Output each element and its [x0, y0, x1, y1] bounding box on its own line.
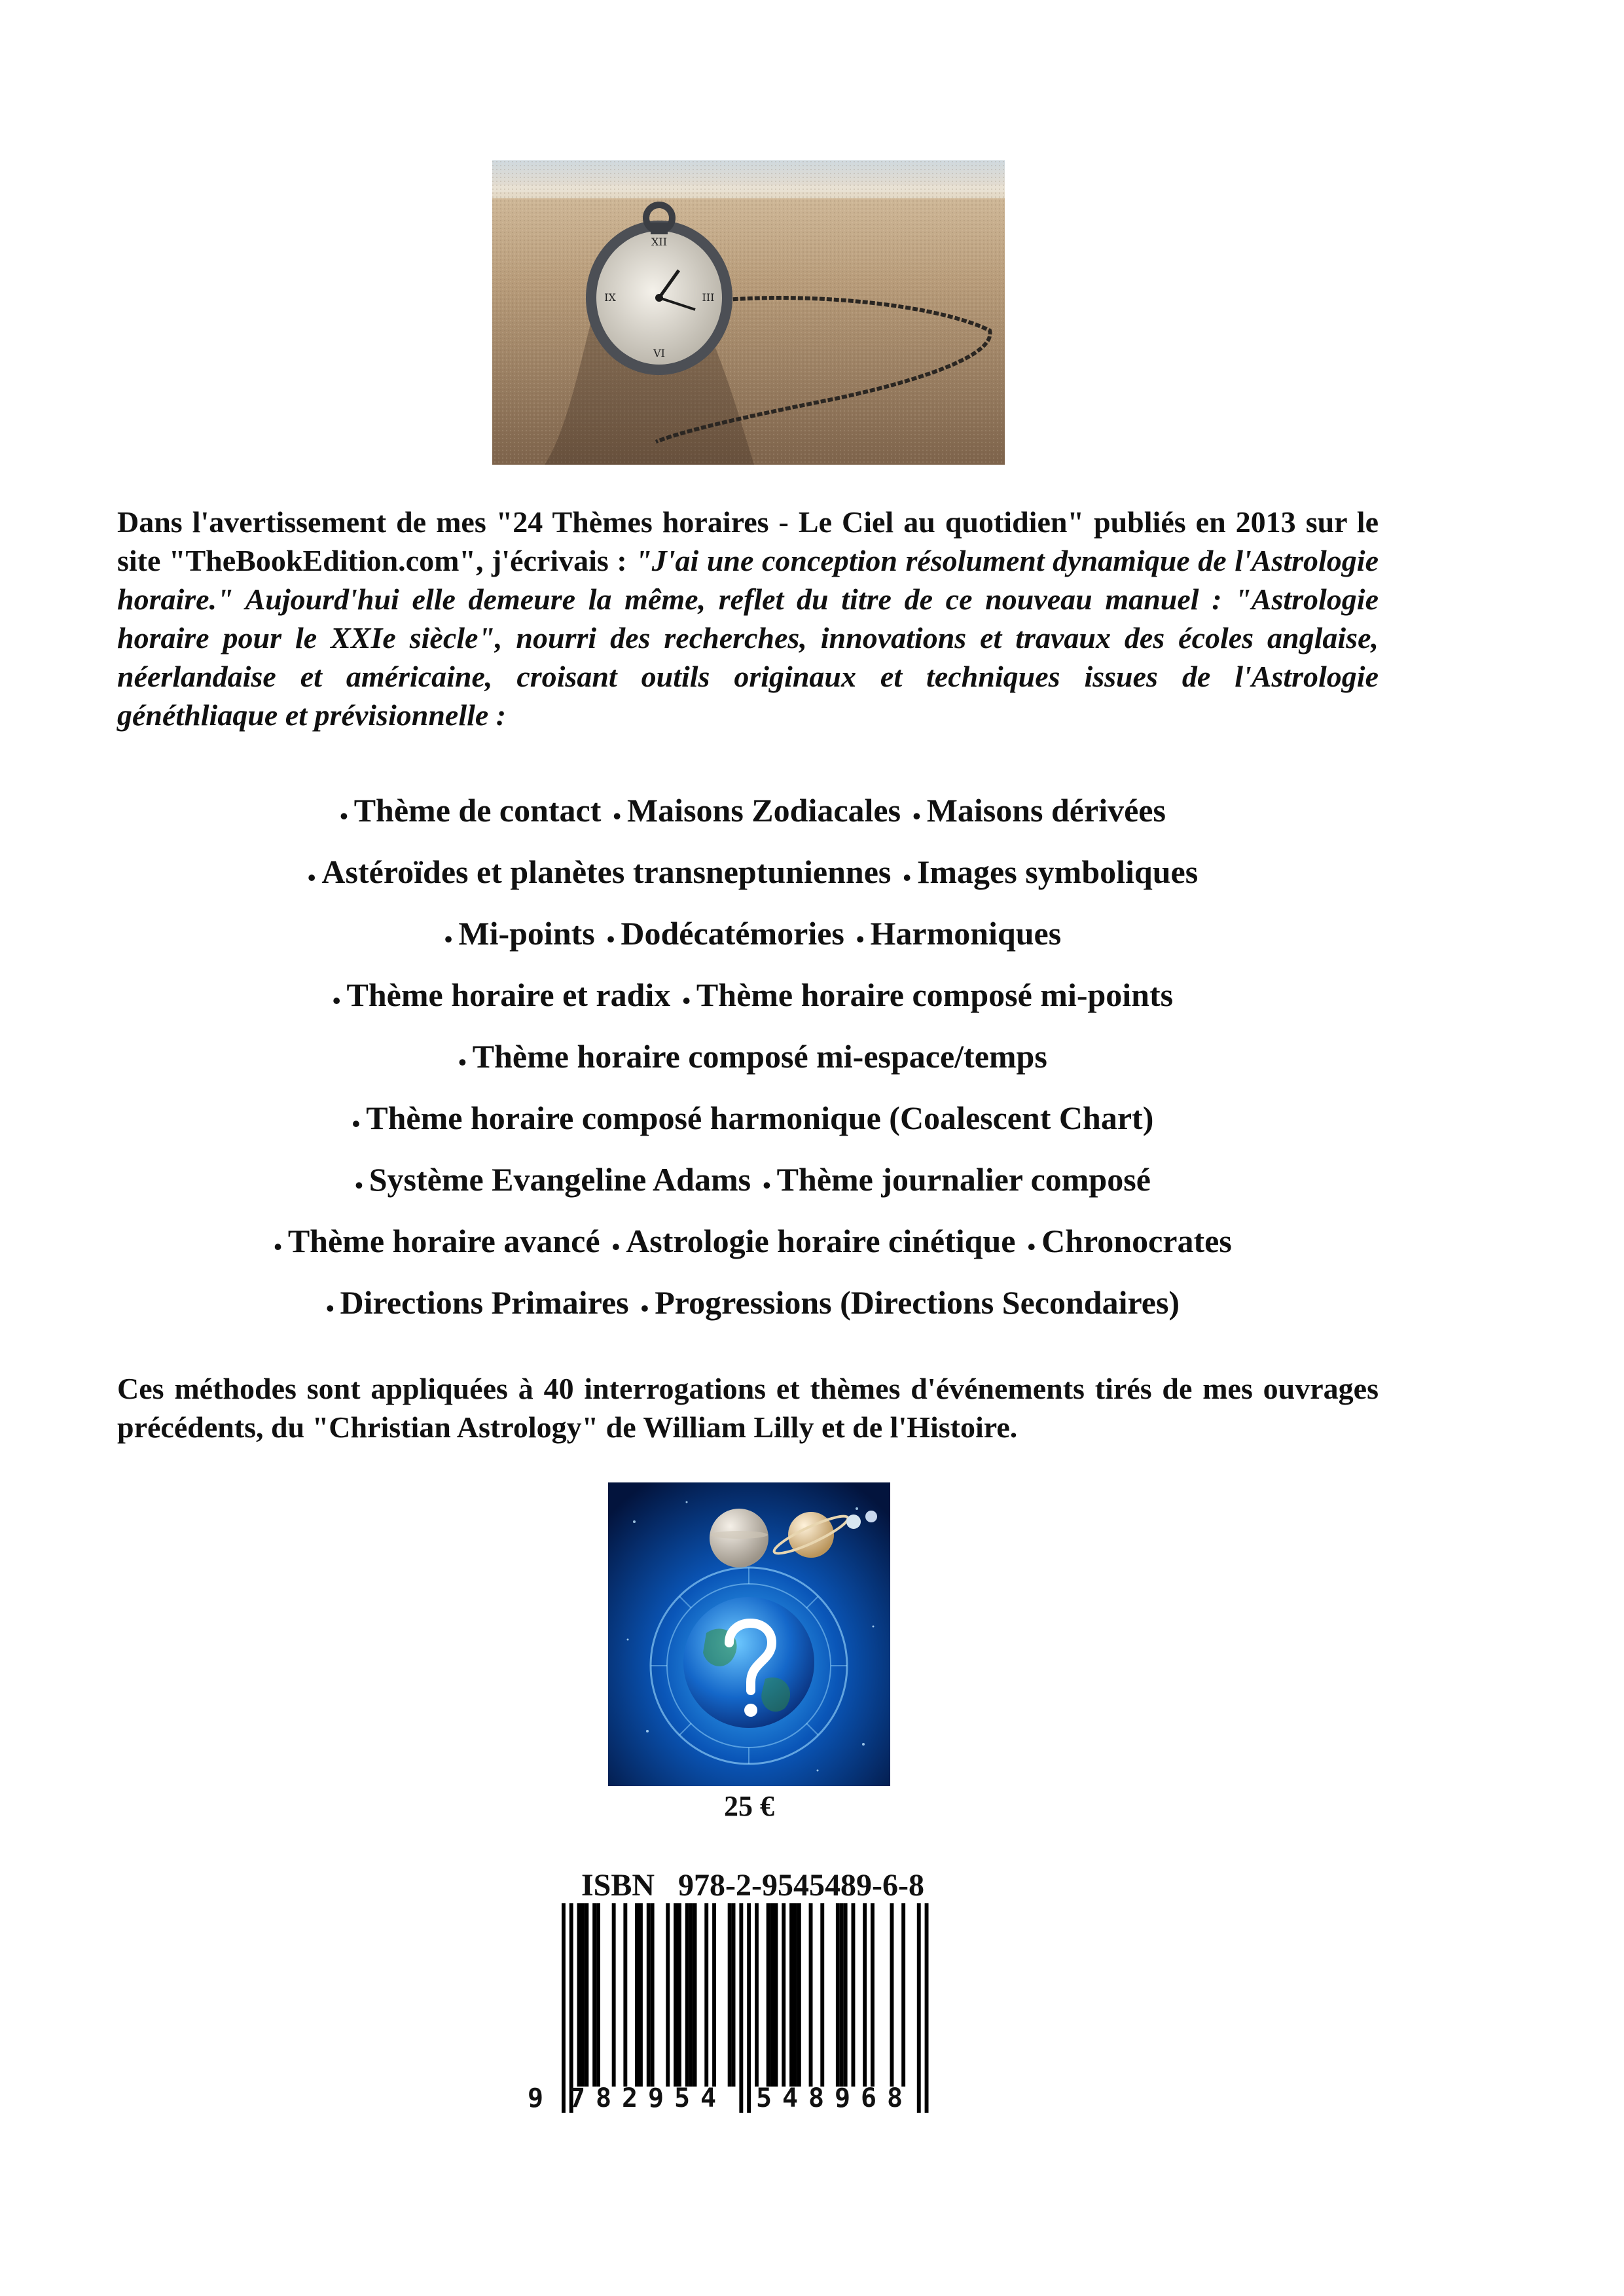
barcode-bar — [732, 1903, 736, 2087]
barcode-bar — [585, 1903, 588, 2087]
svg-text:XII: XII — [651, 236, 668, 248]
isbn-label: ISBN 978-2-9545489-6-8 — [581, 1868, 924, 1903]
barcode-bar — [592, 1903, 596, 2087]
method-item: • Maisons Zodiacales — [613, 792, 901, 829]
barcode-digit: 6 — [861, 2083, 877, 2113]
barcode-digit: 9 — [528, 2083, 544, 2113]
barcode-bar — [774, 1903, 778, 2087]
barcode-bar — [704, 1903, 708, 2087]
barcode-bar — [674, 1903, 677, 2087]
pocket-watch-photo — [492, 160, 1005, 465]
method-item: • Thème horaire composé harmonique (Coalescent Chart) — [352, 1100, 1154, 1136]
method-item: • Images symboliques — [903, 853, 1198, 890]
barcode-bar — [677, 1903, 681, 2087]
barcode-bar — [789, 1903, 793, 2087]
barcode-digit: 8 — [808, 2083, 825, 2113]
methods-line — [98, 1221, 1407, 1283]
methods-line — [98, 975, 1407, 1037]
barcode-bar — [770, 1903, 774, 2087]
barcode-bar — [852, 1903, 856, 2087]
method-item: • Dodécatémories — [607, 915, 844, 952]
barcode-bar — [639, 1903, 643, 2087]
barcode-bar — [782, 1903, 785, 2087]
methods-line — [98, 914, 1407, 975]
methods-list — [98, 791, 1407, 1344]
method-item: • Système Evangeline Adams — [355, 1161, 751, 1198]
barcode-bar — [635, 1903, 639, 2087]
barcode-bar — [581, 1903, 585, 2087]
methods-line — [98, 791, 1407, 852]
svg-text:VI: VI — [653, 347, 665, 359]
methods-line — [98, 1098, 1407, 1160]
method-item: • Thème horaire composé mi-espace/temps — [458, 1038, 1047, 1075]
intro-paragraph — [117, 503, 1379, 734]
barcode-digit: 4 — [782, 2083, 799, 2113]
barcode-digit: 4 — [700, 2083, 717, 2113]
barcode-bar — [712, 1903, 716, 2087]
barcode-bar — [747, 1903, 751, 2113]
barcode-digit: 9 — [648, 2083, 664, 2113]
methods-line — [98, 1160, 1407, 1221]
barcode-digit: 7 — [569, 2083, 586, 2113]
barcode-bar — [890, 1903, 894, 2087]
barcode-bar — [809, 1903, 813, 2087]
svg-text:IX: IX — [604, 291, 616, 304]
barcode-digit: 8 — [887, 2083, 903, 2113]
method-item: • Maisons dérivées — [912, 792, 1166, 829]
method-item: • Directions Primaires — [326, 1284, 629, 1321]
method-item: • Mi-points — [444, 915, 595, 952]
barcode-digit: 8 — [596, 2083, 612, 2113]
barcode-bar — [689, 1903, 693, 2087]
barcode-digit: 5 — [756, 2083, 772, 2113]
barcode-bar — [797, 1903, 801, 2087]
barcode-bar — [863, 1903, 867, 2087]
barcode-bar — [728, 1903, 732, 2087]
method-item: • Thème horaire et radix — [333, 977, 670, 1013]
barcode-bar — [693, 1903, 697, 2087]
barcode-bar — [651, 1903, 655, 2087]
barcode-bar — [623, 1903, 627, 2087]
barcode-bar — [901, 1903, 905, 2087]
barcode-bar — [577, 1903, 581, 2087]
barcode-bar — [562, 1903, 566, 2113]
method-item: • Thème horaire composé mi-points — [682, 977, 1173, 1013]
barcode-bar — [685, 1903, 689, 2087]
method-item: • Harmoniques — [856, 915, 1061, 952]
barcode-bar — [840, 1903, 844, 2087]
barcode-bar — [917, 1903, 921, 2113]
barcode-bar — [925, 1903, 929, 2113]
barcode-bar — [844, 1903, 848, 2087]
zodiac-globe-image — [608, 1482, 890, 1786]
svg-text:III: III — [702, 291, 715, 304]
method-item: • Thème journalier composé — [763, 1161, 1151, 1198]
method-item: • Thème horaire avancé — [274, 1223, 600, 1259]
barcode-digit: 5 — [674, 2083, 691, 2113]
method-item: • Progressions (Directions Secondaires) — [641, 1284, 1180, 1321]
method-item: • Chronocrates — [1027, 1223, 1231, 1259]
barcode-bar — [612, 1903, 616, 2087]
barcode-digit: 9 — [835, 2083, 851, 2113]
price: 25 € — [724, 1790, 774, 1822]
barcode-bar — [793, 1903, 797, 2087]
barcode-bar — [820, 1903, 824, 2087]
barcode-bar — [739, 1903, 743, 2113]
barcode-bar — [569, 1903, 573, 2113]
intro-italic-text: "J'ai une conception résolument dynamique de l'Astrologie horaire." Aujourd'hui elle demeure la même, reflet du titre de ce nouveau manuel : "Astrologie horaire pour le XXIe siècle", nourri des recherches, innovations et travaux des écoles anglaise, néerlandaise et américaine, croisant outils originaux et techniques issues de l'Astrologie généthliaque et prévisionnelle : — [117, 544, 1379, 732]
methods-line — [98, 1037, 1407, 1098]
intro-bold-text: Dans l'avertissement de mes "24 Thèmes horaires - Le Ciel au quotidien" publiés en 2013 sur le site "TheBookEdition.com", j'écrivais : — [117, 505, 1379, 577]
barcode-bar — [647, 1903, 651, 2087]
barcode-digit: 2 — [622, 2083, 638, 2113]
barcode-bar — [871, 1903, 875, 2087]
method-item: • Astrologie horaire cinétique — [612, 1223, 1016, 1259]
outro-paragraph: Ces méthodes sont appliquées à 40 interrogations et thèmes d'événements tirés de mes ouvrages précédents, du "Christian Astrology" de William Lilly et de l'Histoire. — [117, 1372, 1379, 1444]
method-item: • Thème de contact — [340, 792, 601, 829]
methods-line — [98, 852, 1407, 914]
barcode-bar — [666, 1903, 670, 2087]
barcode-bar — [755, 1903, 759, 2087]
barcode-bar — [767, 1903, 770, 2087]
methods-line — [98, 1283, 1407, 1344]
barcode-bar — [836, 1903, 840, 2087]
barcode-bar — [596, 1903, 600, 2087]
barcode — [524, 1903, 982, 2119]
method-item: • Astéroïdes et planètes transneptuniennes — [308, 853, 892, 890]
